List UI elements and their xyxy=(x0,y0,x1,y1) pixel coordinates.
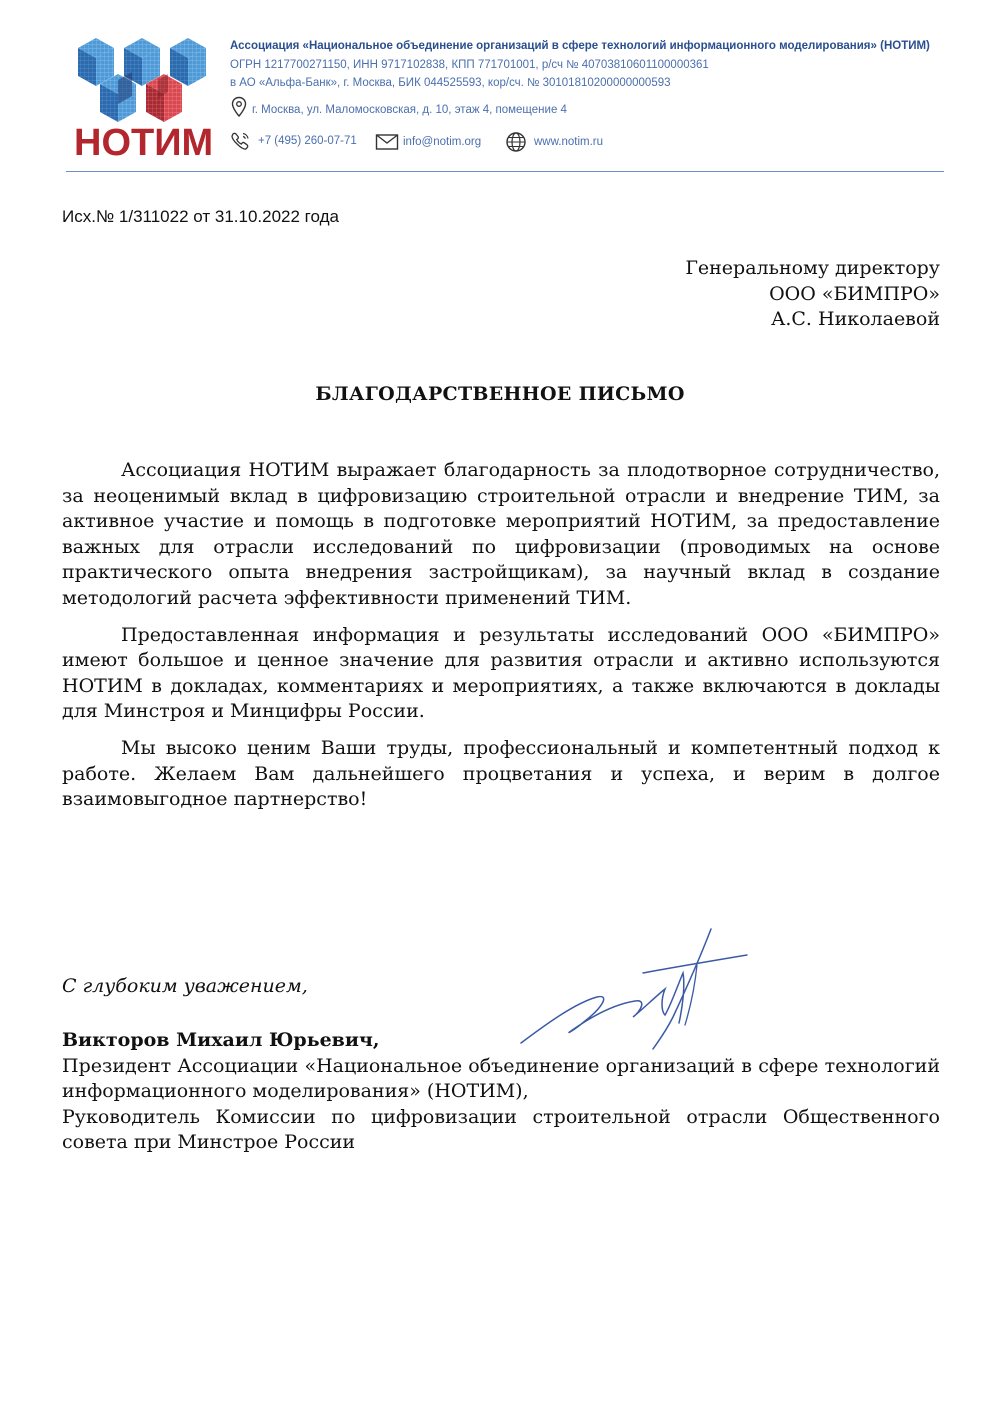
outgoing-reference: Исх.№ 1/311022 от 31.10.2022 года xyxy=(62,207,339,226)
body-paragraph-3: Мы высоко ценим Ваши труды, профессиональный и компетентный подход к работе. Желаем Вам дальнейшего процветания и успеха, и верим в долгое взаимовыгодное партнерство! xyxy=(62,736,940,811)
requisites-line-2: в АО «Альфа-Банк», г. Москва, БИК 044525593, кор/сч. № 30101810200000000593 xyxy=(230,77,671,89)
addressee-line-1: Генеральному директору xyxy=(685,257,940,279)
address-row xyxy=(230,96,567,118)
envelope-icon xyxy=(375,133,399,151)
signatory-name: Викторов Михаил Юрьевич, xyxy=(62,1029,380,1051)
email-text[interactable]: info@notim.org xyxy=(403,136,482,148)
location-pin-icon xyxy=(230,96,248,118)
addressee-block xyxy=(685,256,940,333)
signatory-block xyxy=(62,1028,940,1156)
addressee-line-2: ООО «БИМПРО» xyxy=(769,282,940,305)
body-paragraph-1: Ассоциация НОТИМ выражает благодарность за плодотворное сотрудничество, за неоценимый вклад в цифровизацию строительной отрасли и внедрение ТИМ, за активное участие и помощь в подготовке мероприятий НОТИМ, за предоставление важных для отрасли исследований по цифровизации (проводимых на основе практического опыта внедрения застройщикам), за научный вклад в создание методологий расчета эффективности применений ТИМ. xyxy=(62,459,940,609)
phone-row xyxy=(230,131,357,151)
signatory-title-2: Руководитель Комиссии по цифровизации строительной отрасли Общественного совета при Минстрое России xyxy=(62,1105,940,1154)
email-row xyxy=(375,133,481,151)
org-title: Ассоциация «Национальное объединение организаций в сфере технологий информационного моделирования» (НОТИМ) xyxy=(230,40,930,52)
website-text[interactable]: www.notim.ru xyxy=(534,136,604,148)
phone-icon xyxy=(230,131,252,151)
closing-phrase: С глубоким уважением, xyxy=(62,975,308,997)
letter-body xyxy=(62,458,940,824)
website-row xyxy=(505,131,603,153)
requisites-line-1: ОГРН 1217700271150, ИНН 9717102838, КПП 771701001, р/сч № 40703810601100000361 xyxy=(230,59,709,71)
globe-icon xyxy=(505,131,527,153)
body-paragraph-2: Предоставленная информация и результаты исследований ООО «БИМПРО» имеют большое и ценное значение для развития отрасли и активно используются НОТИМ в докладах, комментариях и мероприятиях, а также включаются в доклады для Минстроя и Минцифры России. xyxy=(62,623,940,723)
header-divider xyxy=(66,171,944,172)
phone-text[interactable]: +7 (495) 260-07-71 xyxy=(258,135,357,147)
addressee-line-3: А.С. Николаевой xyxy=(770,308,940,330)
signatory-title-1: Президент Ассоциации «Национальное объединение организаций в сфере технологий информационного моделирования» (НОТИМ), xyxy=(62,1054,940,1103)
letter-heading: БЛАГОДАРСТВЕННОЕ ПИСЬМО xyxy=(315,383,685,405)
logo-wordmark: НОТИМ xyxy=(74,122,214,164)
address-text: г. Москва, ул. Маломосковская, д. 10, этаж 4, помещение 4 xyxy=(252,104,567,116)
